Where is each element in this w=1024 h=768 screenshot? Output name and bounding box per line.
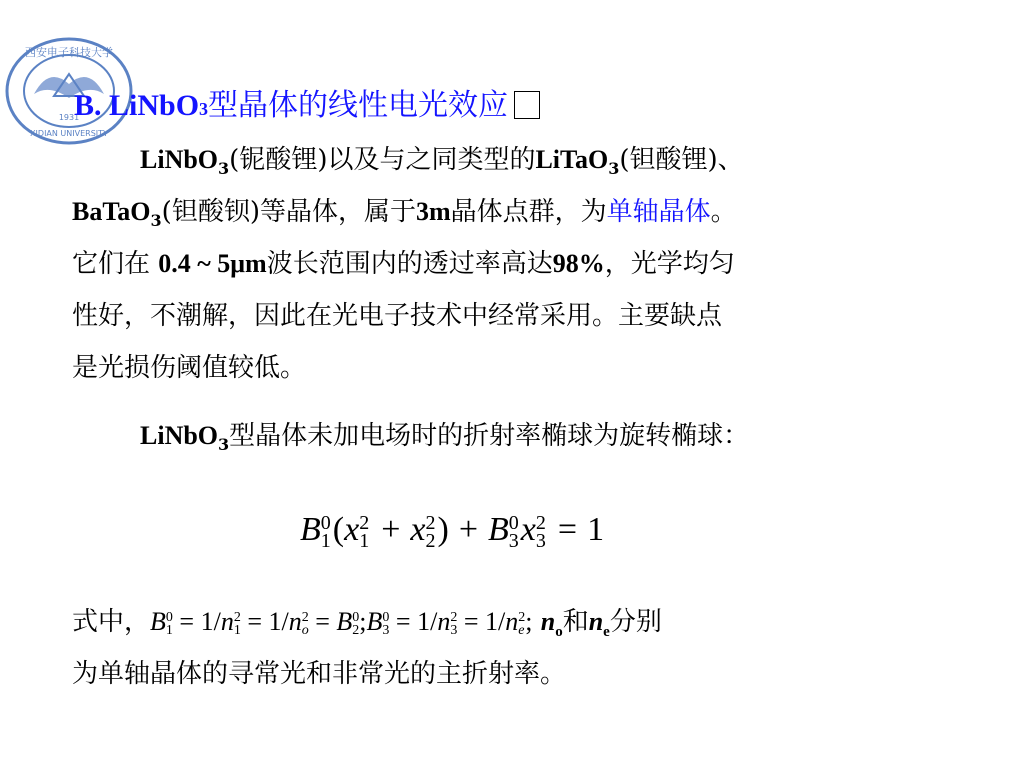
paragraph-2: LiNbO$_3$型晶体未加电场时的折射率椭球为旋转椭球： <box>140 421 750 454</box>
slide-title <box>74 84 540 131</box>
title-suffix: 型晶体的线性电光效应 <box>208 88 509 123</box>
paragraph-1-line-4: 性好，不潮解，因此在光电子技术中经常采用。主要缺点 <box>72 301 723 331</box>
empty-box-icon <box>514 91 540 119</box>
paragraph-1-line-5: 是光损伤阈值较低。 <box>72 353 307 383</box>
svg-text:西安电子科技大学: 西安电子科技大学 <box>25 46 113 59</box>
paragraph-1: LiNbO$_3$(铌酸锂)以及与之同类型的LiTaO$_3$(钽酸锂)、 <box>140 145 744 178</box>
paragraph-1-line-2: BaTaO$_3$(钽酸钡)等晶体，属于3m晶体点群，为单轴晶体。 <box>72 197 737 230</box>
title-subscript: 3 <box>199 99 209 119</box>
index-ellipsoid-formula: B 0 1 (x 2 1 + x 2 2 ) + B 0 3 x 2 3 = 1 <box>300 511 605 553</box>
svg-text:XIDIAN UNIVERSITY: XIDIAN UNIVERSITY <box>30 129 108 138</box>
definition-line-2: 为单轴晶体的寻常光和非常光的主折射率。 <box>72 659 567 689</box>
highlight-uniaxial-crystal: 单轴晶体 <box>606 197 711 227</box>
definition-line: 式中，B 0 1 = 1/n 2 1 = 1/n 2 o = B 0 2 ;B 0 3 = 1/n 2 3 = 1/n 2 e; $n_o$和$n_e$分别 <box>72 607 662 641</box>
paragraph-1-line-3: 它们在 0.4 ~ 5μm波长范围内的透过率高达98%，光学均匀 <box>72 249 735 279</box>
title-prefix: B. LiNbO <box>74 89 200 122</box>
svg-text:1931: 1931 <box>58 113 80 122</box>
